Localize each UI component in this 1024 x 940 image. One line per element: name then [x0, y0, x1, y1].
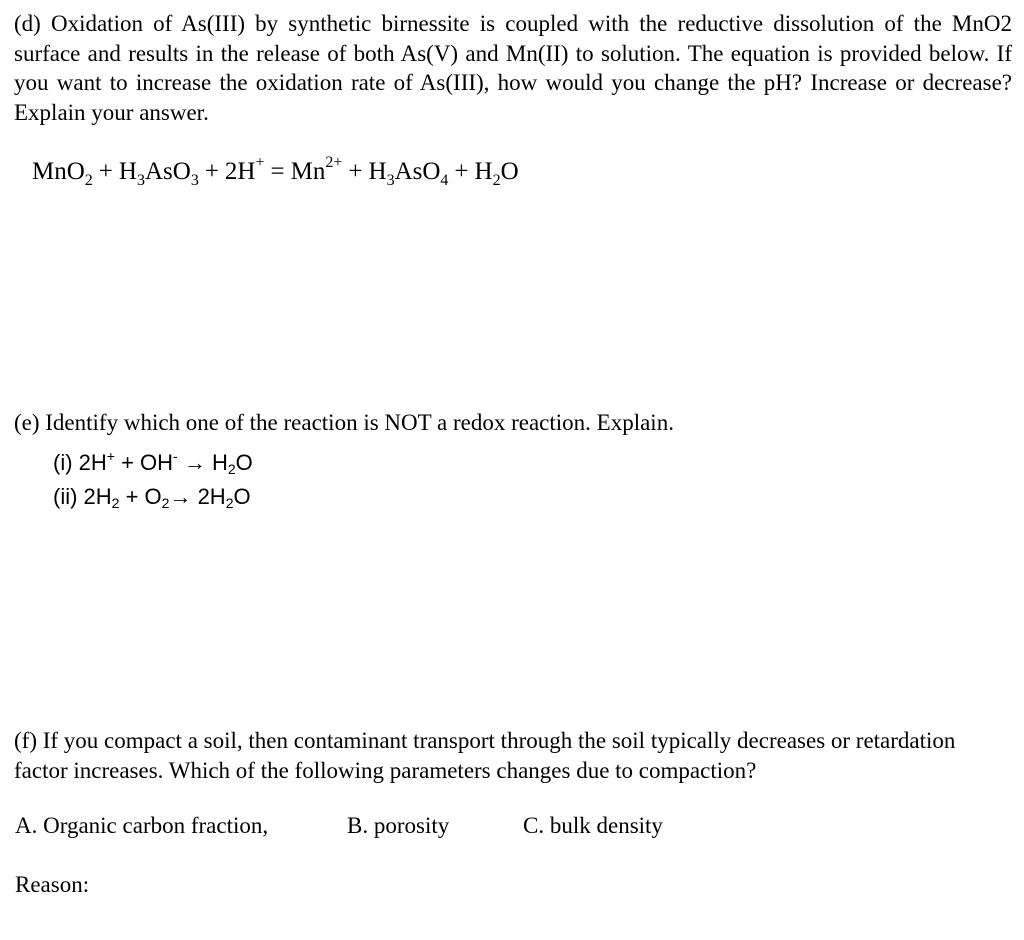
question-e-text: (e) Identify which one of the reaction is NOT a redox reaction. Explain.: [14, 410, 674, 435]
term-h3aso4: $H_3AsO_4$: [368, 158, 449, 189]
plus-sign: +: [454, 158, 469, 185]
question-f-text: (f) If you compact a soil, then contaminant transport through the soil typically decreases or retardation factor increases. Which of the following parameters changes due to compaction?: [14, 728, 956, 783]
plus-sign: +: [98, 158, 113, 185]
option-c: C. bulk density: [523, 813, 663, 838]
question-d-text: (d) Oxidation of As(III) by synthetic birnessite is coupled with the reductive dissolution of the MnO2 surface and results in the release of both As(V) and Mn(II) to solution. The equation is provided below. If you want to increase the oxidation rate of As(III), how would you change the pH? Increase or decrease? Explain your answer.: [14, 11, 1012, 125]
reason-label: Reason:: [15, 872, 90, 897]
plus-sign: +: [348, 158, 363, 185]
reaction-equation: [32, 154, 519, 189]
term-h3aso3: $H_3AsO_3$: [118, 158, 199, 189]
option-a: A. Organic carbon fraction,: [15, 813, 269, 838]
reaction-ii: (ii) $2H_2 + O_2\to 2H_2O$: [53, 484, 251, 511]
term-2h-plus: 2H+: [224, 154, 265, 185]
term-mno2: MnO$_2$: [32, 158, 93, 189]
plus-sign: +: [204, 158, 219, 185]
term-h2o: $H_2O$: [474, 158, 519, 189]
equals-sign: =: [270, 158, 285, 185]
reaction-i: (i) $2H^+ + OH^- \to H_2O$: [53, 448, 253, 477]
option-b: B. porosity: [347, 813, 450, 838]
term-mn2-plus: $Mn^{2+}$: [290, 154, 343, 185]
